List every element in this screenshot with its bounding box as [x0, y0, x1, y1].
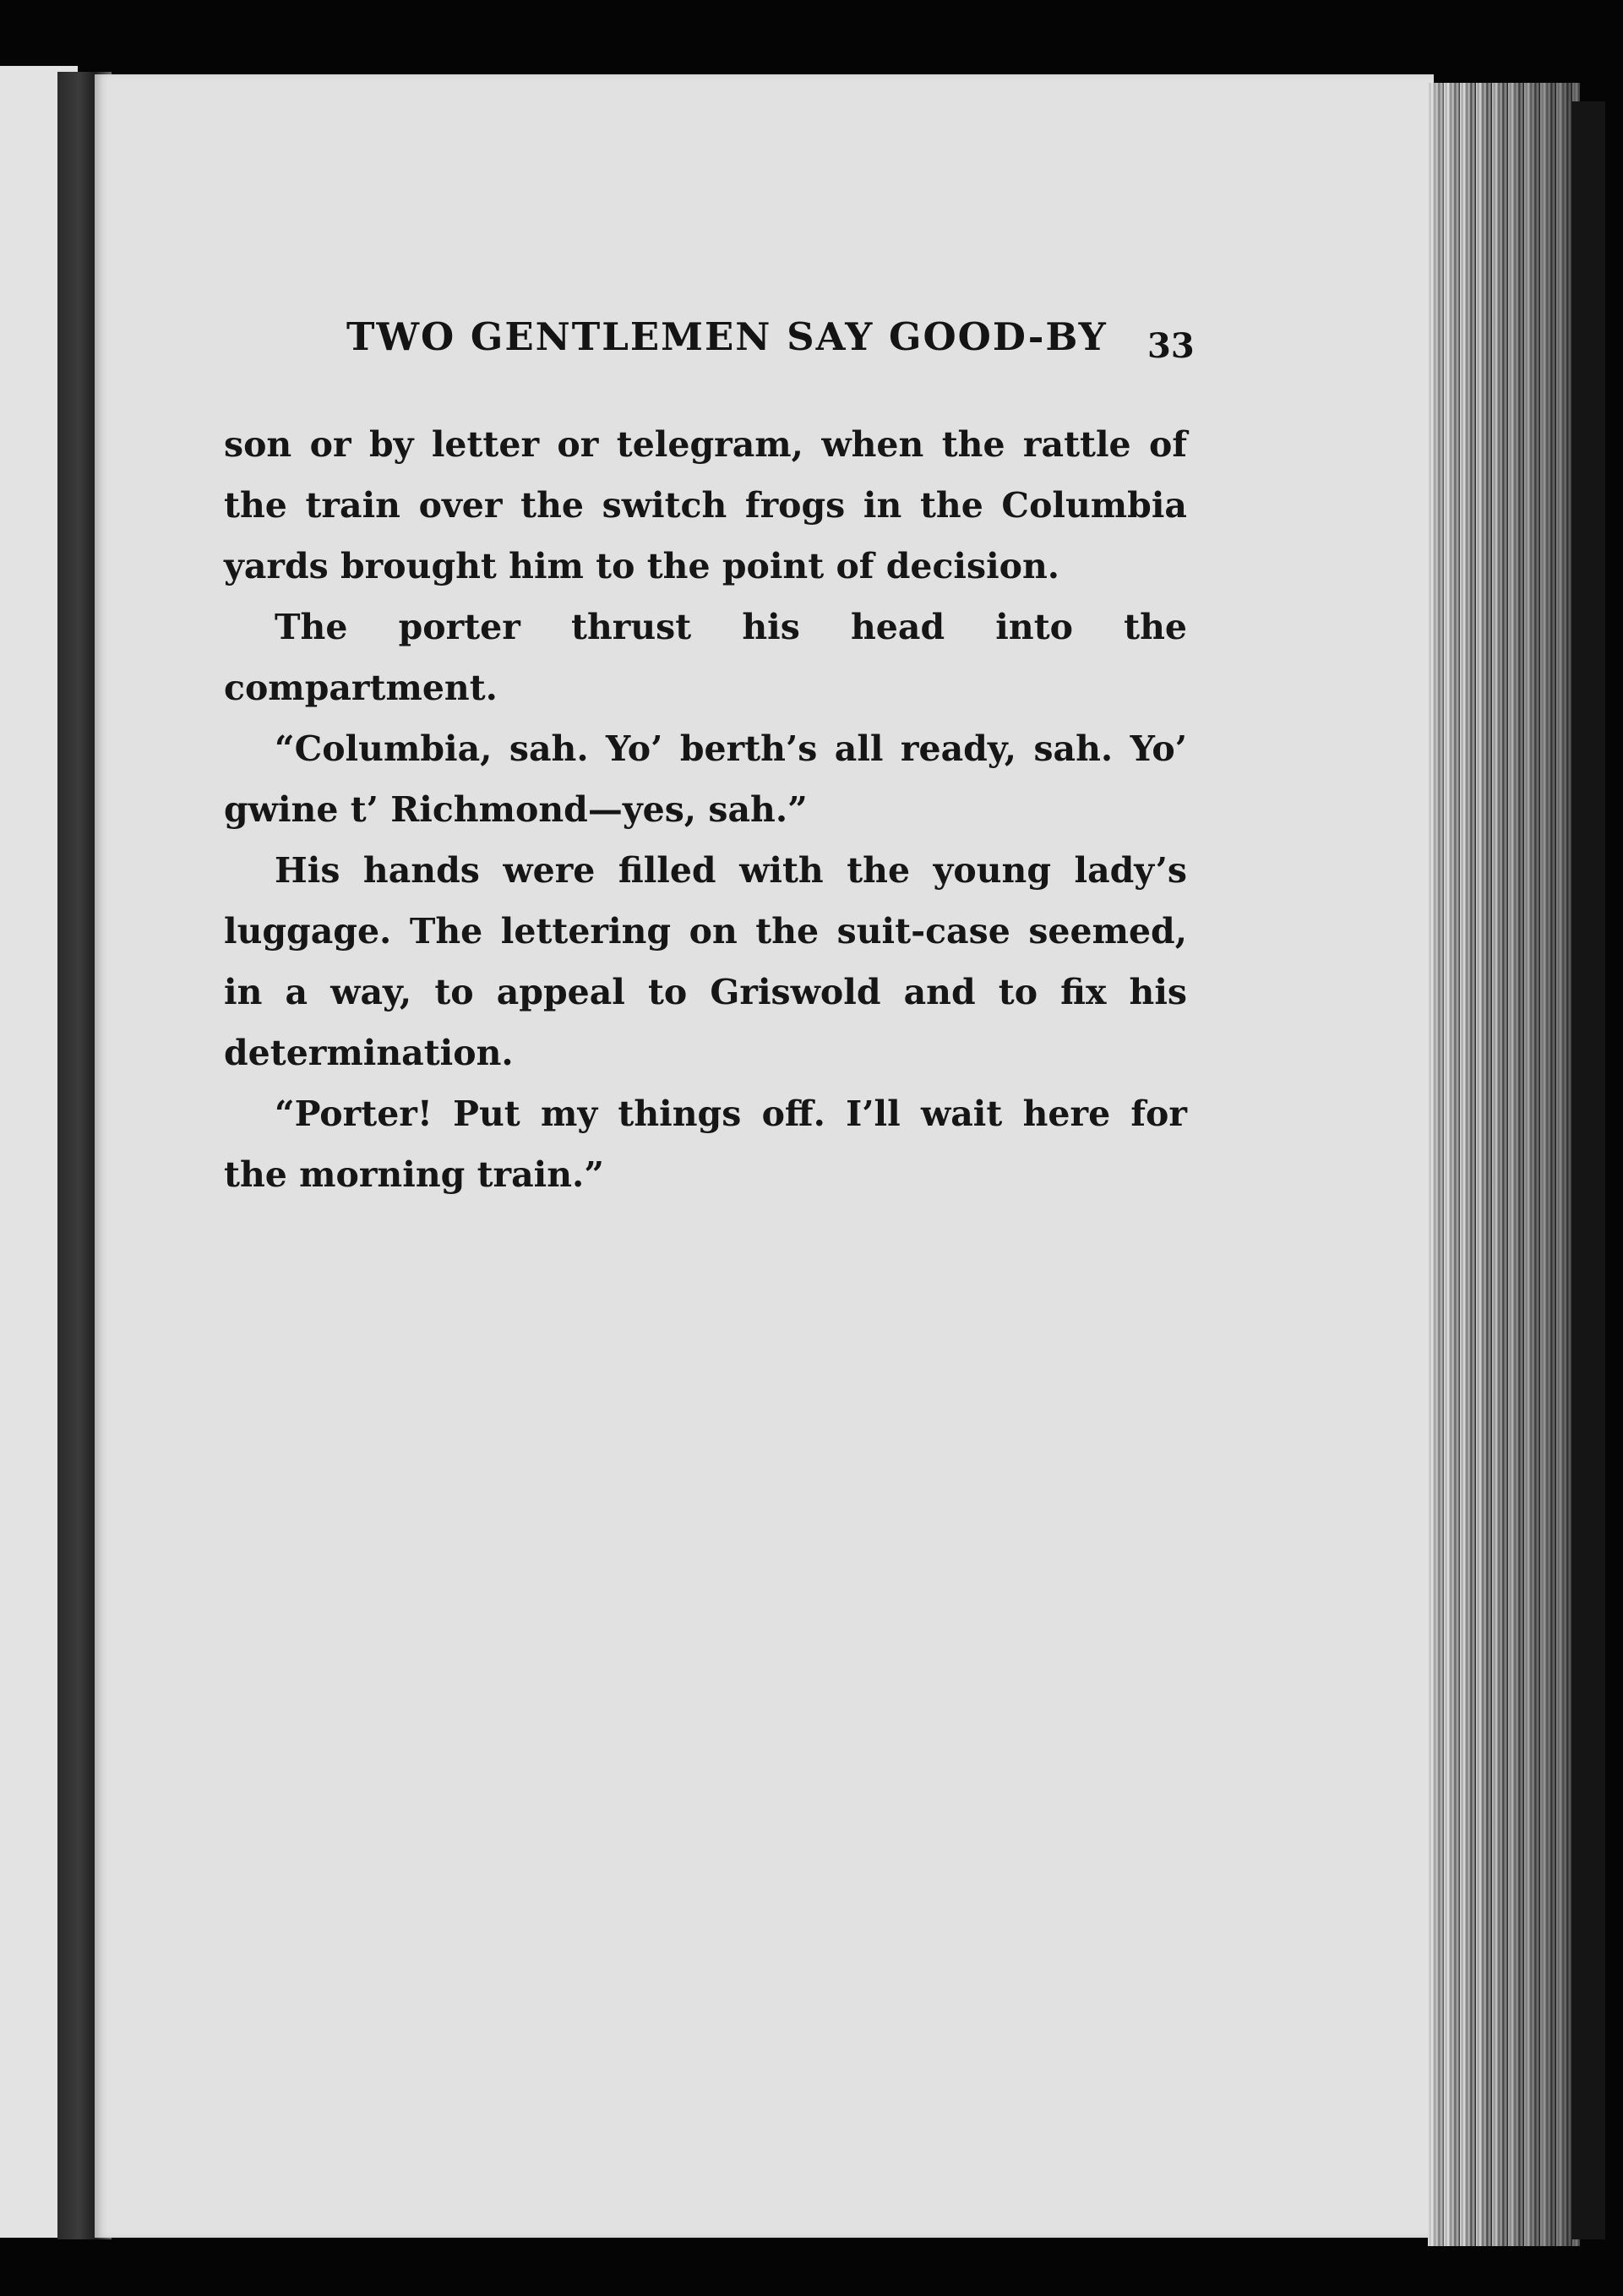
body-text	[224, 414, 1187, 1205]
paragraph: “Porter! Put my things off. I’ll wait here for the morning train.”	[224, 1093, 1187, 1195]
page-number: 33	[1147, 326, 1195, 366]
paragraph: son or by letter or telegram, when the rattle of the train over the switch frogs in the Columbia yards brought him to the point of decision.	[224, 424, 1187, 586]
paragraph: The porter thrust his head into the compartment.	[224, 607, 1187, 708]
page-fore-edge-shadow	[1428, 83, 1580, 2246]
book-cover-edge	[1571, 101, 1605, 2239]
running-head: TWO GENTLEMEN SAY GOOD-BY	[346, 314, 1108, 359]
paragraph: “Columbia, sah. Yo’ berth’s all ready, sah. Yo’ gwine t’ Richmond—yes, sah.”	[224, 728, 1187, 830]
paragraph: His hands were filled with the young lady’s luggage. The lettering on the suit-case seemed, in a way, to appeal to Griswold and to fix his determination.	[224, 850, 1187, 1073]
